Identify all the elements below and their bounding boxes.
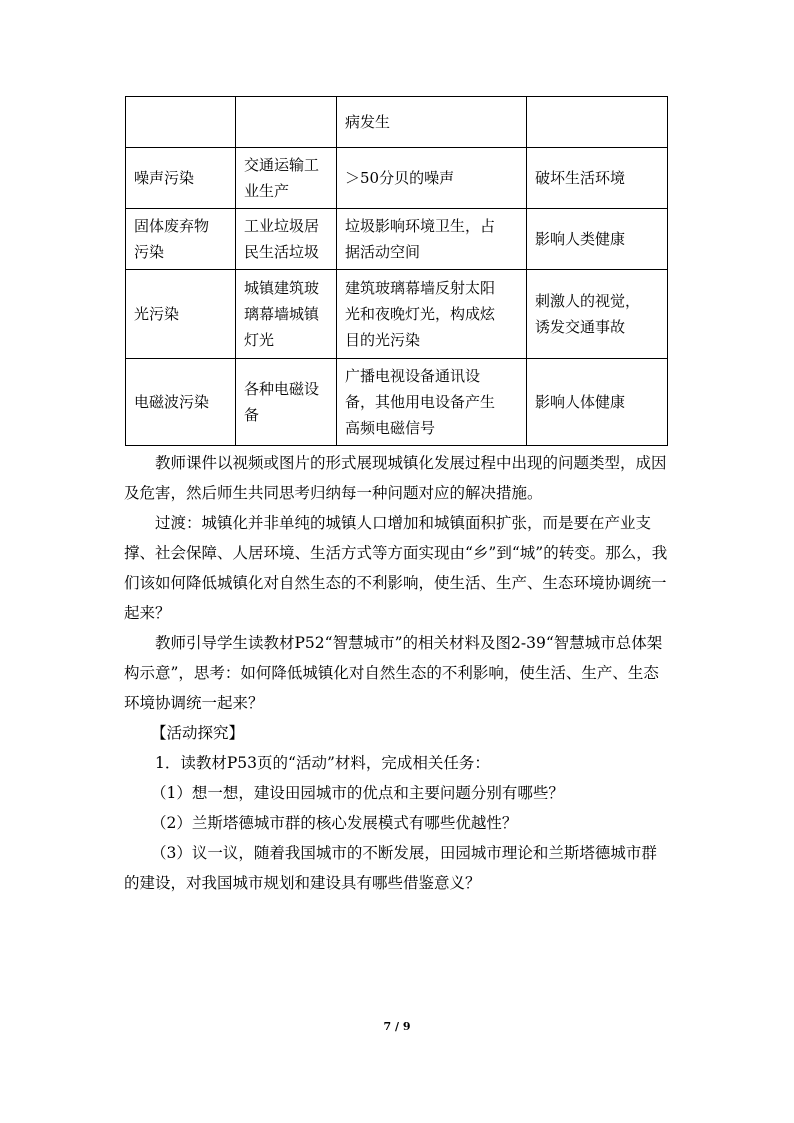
table-cell: 破坏生活环境 — [527, 148, 668, 209]
table-cell: 广播电视设备通讯设 备，其他用电设备产生 高频电磁信号 — [337, 359, 527, 446]
table-cell: 垃圾影响环境卫生，占 据活动空间 — [337, 209, 527, 270]
question-3: （3）议一议，随着我国城市的不断发展，田园城市理论和兰斯塔德城市群的建设，对我国城市规划和建设具有哪些借鉴意义？ — [124, 844, 657, 892]
table-row — [126, 359, 668, 446]
table-cell: 影响人类健康 — [527, 209, 668, 270]
table-cell: 城镇建筑玻 璃幕墙城镇 灯光 — [236, 270, 337, 359]
paragraph-teacher-courseware: 教师课件以视频或图片的形式展现城镇化发展过程中出现的问题类型，成因及危害，然后师生共同思考归纳每一种问题对应的解决措施。 — [124, 454, 667, 502]
activity-heading: 【活动探究】 — [151, 724, 245, 742]
body-text — [124, 448, 670, 898]
table-cell: 光污染 — [126, 270, 236, 359]
table-cell — [126, 97, 236, 148]
table-cell: 噪声污染 — [126, 148, 236, 209]
table-cell — [527, 97, 668, 148]
paragraph-textbook-guide: 教师引导学生读教材P52“智慧城市”的相关材料及图2-39“智慧城市总体架构示意”，思考：如何降低城镇化对自然生态的不利影响，使生活、生产、生态环境协调统一起来？ — [124, 634, 663, 712]
page-number: 7 / 9 — [383, 1020, 411, 1033]
table-cell: 建筑玻璃幕墙反射太阳 光和夜晚灯光，构成炫 目的光污染 — [337, 270, 527, 359]
table-cell — [236, 97, 337, 148]
question-2: （2）兰斯塔德城市群的核心发展模式有哪些优越性？ — [151, 814, 518, 832]
table-cell: 电磁波污染 — [126, 359, 236, 446]
table-row — [126, 97, 668, 148]
table-cell: 刺激人的视觉， 诱发交通事故 — [527, 270, 668, 359]
activity-task: 1．读教材P53页的“活动”材料，完成相关任务： — [155, 754, 490, 772]
question-1: （1）想一想，建设田园城市的优点和主要问题分别有哪些？ — [151, 784, 564, 802]
table-row — [126, 209, 668, 270]
table-cell: 工业垃圾居 民生活垃圾 — [236, 209, 337, 270]
table-cell: 交通运输工 业生产 — [236, 148, 337, 209]
table-cell: ＞50分贝的噪声 — [337, 148, 527, 209]
table-cell: 各种电磁设 备 — [236, 359, 337, 446]
table-cell: 病发生 — [337, 97, 527, 148]
table-row — [126, 148, 668, 209]
table-cell: 固体废弃物 污染 — [126, 209, 236, 270]
pollution-table — [125, 96, 668, 446]
table-cell: 影响人体健康 — [527, 359, 668, 446]
paragraph-transition: 过渡：城镇化并非单纯的城镇人口增加和城镇面积扩张，而是要在产业支撑、社会保障、人居环境、生活方式等方面实现由“乡”到“城”的转变。那么，我们该如何降低城镇化对自然生态的不利影响，使生活、生产、生态环境协调统一起来？ — [124, 514, 668, 622]
table-row — [126, 270, 668, 359]
